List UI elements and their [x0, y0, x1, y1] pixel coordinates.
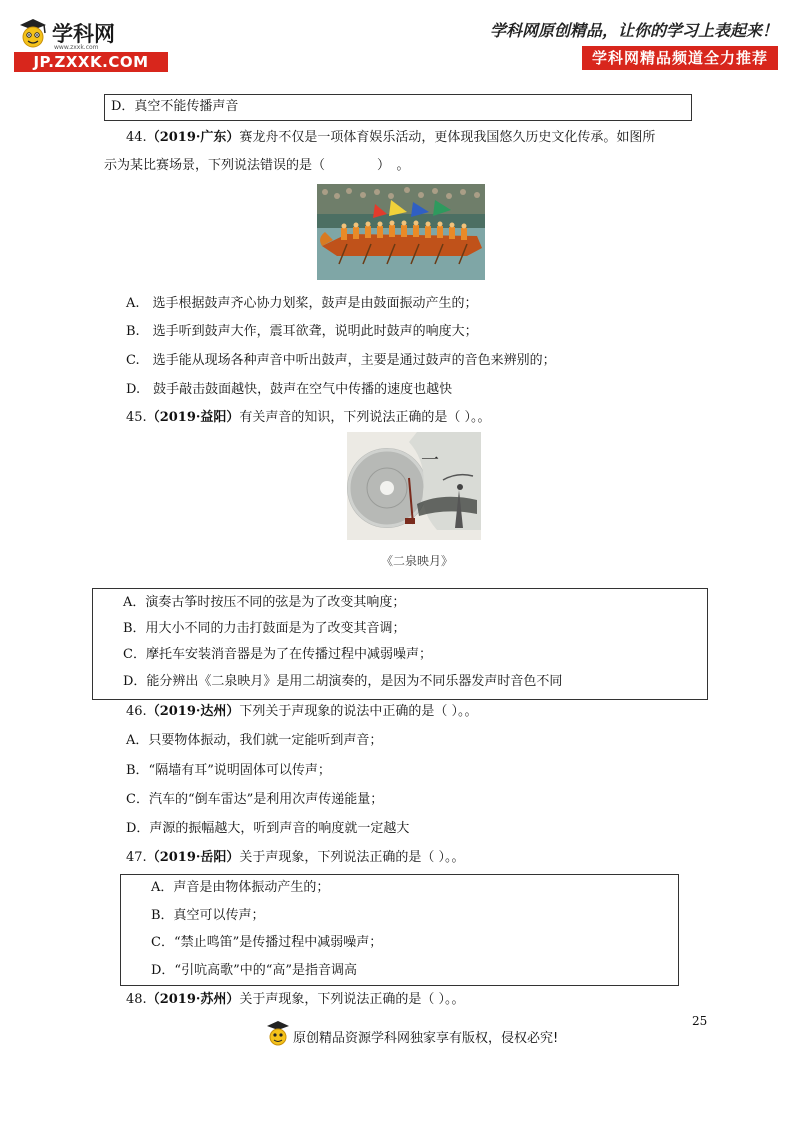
svg-text:一: 一 — [421, 450, 439, 471]
q44-option-d: D. 鼓手敲击鼓面越快，鼓声在空气中传播的速度也越快 — [126, 382, 453, 397]
q46-option-b: B．“隔墙有耳”说明固体可以传声； — [126, 763, 331, 778]
q44-source: （2019·广东） — [146, 130, 240, 145]
q46-number: 46. — [126, 704, 147, 719]
q45-source: （2019·益阳） — [146, 410, 240, 425]
header-slogan: 学科网原创精品，让你的学习上表起来！ — [489, 21, 778, 40]
zxxk-logo — [12, 16, 172, 74]
q44-line2: 示为某比赛场景，下列说法错误的是（ ） 。 — [104, 158, 410, 173]
q45-option-c: C．摩托车安装消音器是为了在传播过程中减弱噪声； — [123, 647, 432, 662]
mascot-icon — [16, 16, 50, 50]
q45-image-caption: 《二泉映月》 — [381, 554, 454, 568]
copyright-notice: 原创精品资源学科网独家享有版权，侵权必究! — [293, 1031, 559, 1046]
header-channel-banner: 学科网精品频道全力推荐 — [582, 46, 778, 70]
q47-option-d: D．“引吭高歌”中的“高”是指音调高 — [151, 963, 358, 978]
q45-option-d: D．能分辨出《二泉映月》是用二胡演奏的，是因为不同乐器发声时音色不同 — [123, 674, 563, 689]
q48-line — [126, 990, 465, 1010]
page-number: 25 — [692, 1014, 708, 1028]
q47-text: 关于声现象，下列说法正确的是（ ）。。 — [239, 850, 465, 865]
q46-option-d: D．声源的振幅越大，听到声音的响度就一定越大 — [126, 821, 410, 836]
q46-source: （2019·达州） — [146, 704, 240, 719]
q47-option-c: C．“禁止鸣笛”是传播过程中减弱噪声； — [151, 935, 383, 950]
q46-text: 下列关于声现象的说法中正确的是（ ）。。 — [239, 704, 478, 719]
q47-options-box — [120, 874, 679, 986]
prev-option-d: D．真空不能传播声音 — [111, 99, 239, 114]
q44-line1 — [126, 128, 655, 148]
q45-option-b: B．用大小不同的力击打鼓面是为了改变其音调； — [123, 621, 406, 636]
mascot-icon — [265, 1019, 291, 1049]
q46-option-a: A．只要物体振动，我们就一定能听到声音； — [126, 733, 383, 748]
q44-option-a: A. 选手根据鼓声齐心协力划桨，鼓声是由鼓面振动产生的； — [126, 296, 478, 311]
q45-number: 45. — [126, 410, 147, 425]
logo-small-url: www.zxxk.com — [54, 44, 99, 51]
q48-number: 48. — [126, 992, 147, 1007]
q46-option-c: C．汽车的“倒车雷达”是利用次声传递能量； — [126, 792, 384, 807]
q45-text: 有关声音的知识，下列说法正确的是（ ）。。 — [239, 410, 491, 425]
erquan-yingyue-image — [347, 432, 481, 540]
q48-text: 关于声现象，下列说法正确的是（ ）。。 — [239, 992, 465, 1007]
footer — [265, 1019, 595, 1059]
q46-line — [126, 702, 478, 722]
q44-number: 44. — [126, 130, 147, 145]
q44-option-b: B. 选手听到鼓声大作，震耳欲聋，说明此时鼓声的响度大； — [126, 324, 478, 339]
q47-option-a: A．声音是由物体振动产生的； — [151, 880, 330, 895]
q47-line — [126, 848, 465, 868]
prev-option-box — [104, 94, 692, 121]
q45-options-box — [92, 588, 708, 700]
q47-source: （2019·岳阳） — [146, 850, 240, 865]
q45-option-a: A．演奏古筝时按压不同的弦是为了改变其响度； — [123, 595, 406, 610]
dragon-boat-image — [317, 184, 485, 280]
logo-name: 学科网 — [52, 22, 115, 46]
q45-line — [126, 408, 491, 428]
q47-option-b: B．真空可以传声； — [151, 908, 265, 923]
q47-number: 47. — [126, 850, 147, 865]
logo-url-banner: JP.ZXXK.COM — [14, 52, 168, 72]
q48-source: （2019·苏州） — [146, 992, 240, 1007]
q44-text1: 赛龙舟不仅是一项体育娱乐活动，更体现我国悠久历史文化传承。如图所 — [239, 130, 656, 145]
q44-option-c: C. 选手能从现场各种声音中听出鼓声，主要是通过鼓声的音色来辨别的； — [126, 353, 556, 368]
